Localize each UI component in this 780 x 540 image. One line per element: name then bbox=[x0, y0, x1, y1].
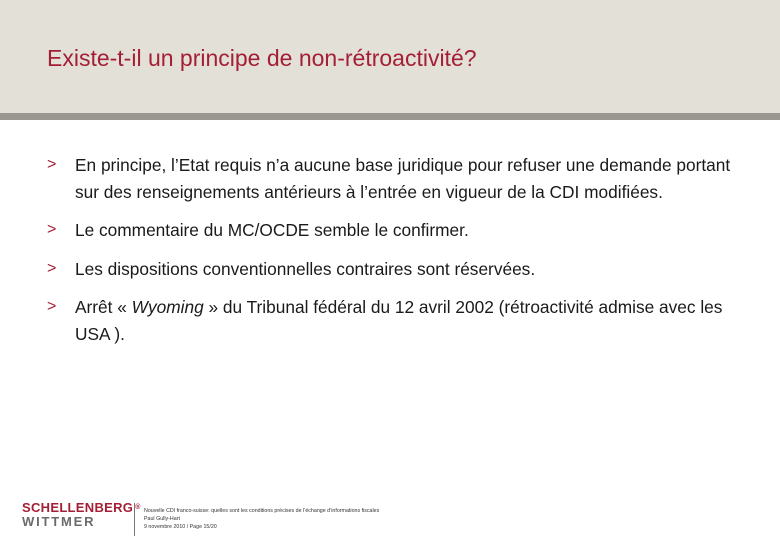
logo-line-1 bbox=[22, 501, 141, 515]
slide-title: Existe-t-il un principe de non-rétroactivité? bbox=[47, 45, 477, 71]
bullet-marker-icon: > bbox=[47, 298, 57, 315]
bullet-item bbox=[47, 152, 747, 205]
footer-divider bbox=[134, 503, 135, 536]
header-band bbox=[0, 0, 780, 113]
bullet-text: Le commentaire du MC/OCDE semble le confirmer. bbox=[75, 220, 469, 240]
bullet-list bbox=[47, 152, 747, 359]
bullet-item bbox=[47, 294, 747, 347]
bullet-marker-icon: > bbox=[47, 221, 57, 238]
bullet-text-after: » du Tribunal fédéral du 12 avril 2002 (rétroactivité admise avec les USA ). bbox=[75, 297, 723, 344]
bullet-marker-icon: > bbox=[47, 156, 57, 173]
firm-logo bbox=[22, 501, 141, 529]
bullet-text: Les dispositions conventionnelles contraires sont réservées. bbox=[75, 258, 536, 279]
bullet-text bbox=[75, 297, 722, 344]
bullet-item bbox=[47, 217, 747, 244]
bullet-text-before: Arrêt « bbox=[75, 297, 132, 317]
bullet-marker-icon: > bbox=[47, 259, 57, 277]
footer-line-author: Paul Gully-Hart bbox=[144, 516, 180, 522]
header-rule bbox=[0, 113, 780, 120]
case-name: Wyoming bbox=[131, 297, 204, 317]
registered-mark-icon: ® bbox=[135, 504, 141, 511]
logo-word-1: SCHELLENBERG bbox=[22, 500, 134, 515]
logo-line-2: WITTMER bbox=[22, 514, 96, 529]
bullet-text: En principe, l’Etat requis n’a aucune base juridique pour refuser une demande portant sur des renseignements antérieurs à l’entrée en vigueur de la CDI modifiées. bbox=[75, 155, 731, 202]
footer-line-date-page: 9 novembre 2010 / Page 15/20 bbox=[144, 524, 217, 530]
footer-line-title: Nouvelle CDI franco-suisse: quelles sont les conditions précises de l’échange d’informations fiscales bbox=[144, 508, 380, 514]
footer-text bbox=[144, 507, 379, 531]
bullet-item bbox=[47, 256, 747, 283]
